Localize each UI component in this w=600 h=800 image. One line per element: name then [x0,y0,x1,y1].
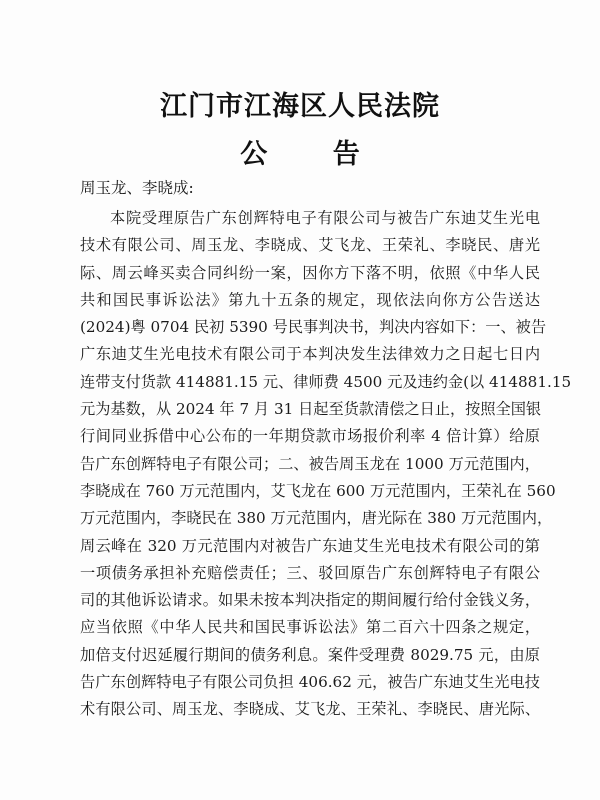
notice-title: 公 告 [240,139,388,170]
body-line: 元为基数，从 2024 年 7 月 31 日起至货款清偿之日止，按照全国银 [80,400,542,419]
body-line: 共和国民事诉讼法》第九十五条的规定，现依法向你方公告送达 [80,290,540,309]
body-line: 本院受理原告广东创辉特电子有限公司与被告广东迪艾生光电 [110,209,540,227]
body-line: 加倍支付迟延履行期间的债务利息。案件受理费 8029.75 元，由原 [80,645,540,664]
body-line: 行间同业拆借中心公布的一年期贷款市场报价利率 4 倍计算）给原 [80,427,540,446]
body-line: 告广东创辉特电子有限公司；二、被告周玉龙在 1000 万元范围内， [80,454,540,473]
body-line: 广东迪艾生光电技术有限公司于本判决发生法律效力之日起七日内 [80,345,540,364]
body-line: 周云峰在 320 万元范围内对被告广东迪艾生光电技术有限公司的第 [80,536,540,555]
notice-body [80,208,572,727]
body-line: 李晓成在 760 万元范围内，艾飞龙在 600 万元范围内，王荣礼在 560 [80,481,556,500]
body-line: 一项债务承担补充赔偿责任；三、驳回原告广东创辉特电子有限公 [80,563,540,582]
addressee-line: 周玉龙、李晓成: [80,179,194,197]
body-line: 司的其他诉讼请求。如果未按本判决指定的期间履行给付金钱义务， [80,591,540,610]
body-line: 术有限公司、周玉龙、李晓成、艾飞龙、王荣礼、李晓民、唐光际、 [80,700,540,719]
court-name-heading: 江门市江海区人民法院 [160,91,440,122]
body-line: 万元范围内，李晓民在 380 万元范围内，唐光际在 380 万元范围内， [80,509,553,528]
body-line: (2024)粤 0704 民初 5390 号民事判决书，判决内容如下：一、被告 [80,318,547,337]
body-line: 连带支付货款 414881.15 元、律师费 4500 元及违约金(以 414881.15 [80,372,572,391]
body-line: 际、周云峰买卖合同纠纷一案，因你方下落不明，依照《中华人民 [80,263,540,282]
body-line: 技术有限公司、周玉龙、李晓成、艾飞龙、王荣礼、李晓民、唐光 [80,236,540,255]
body-line: 告广东创辉特电子有限公司负担 406.62 元，被告广东迪艾生光电技 [80,673,540,692]
body-line: 应当依照《中华人民共和国民事诉讼法》第二百六十四条之规定， [80,618,540,637]
